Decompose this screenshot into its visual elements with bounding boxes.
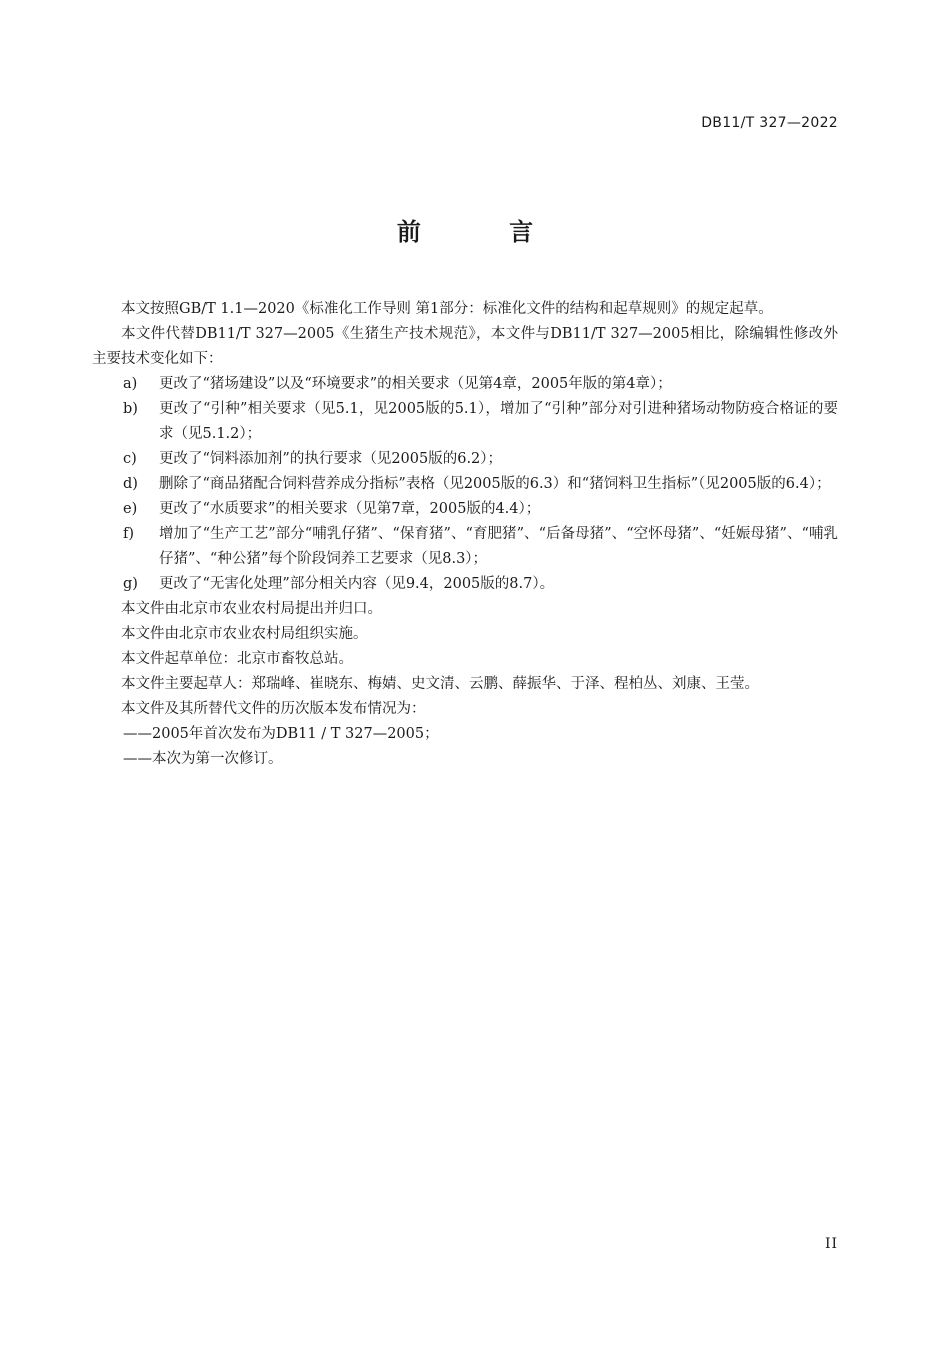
list-item-text: 更改了“无害化处理”部分相关内容（见9.4，2005版的8.7）。 [159,576,555,592]
history-item: ——2005年首次发布为DB11 / T 327—2005； [123,726,439,742]
list-marker: d) [123,476,138,492]
list-marker: e) [123,501,138,517]
list-item [92,397,838,447]
list-item-text: 更改了“水质要求”的相关要求（见第7章，2005版的4.4）； [159,501,541,517]
statement-paragraph: 本文件主要起草人：郑瑞峰、崔晓东、梅婧、史文清、云鹏、薛振华、于泽、程柏丛、刘康、王莹。 [121,676,759,692]
history-item: ——本次为第一次修订。 [123,751,283,767]
list-item-text: 增加了“生产工艺”部分“哺乳仔猪”、“保育猪”、“育肥猪”、“后备母猪”、“空怀母猪”、“妊娠母猪”、“哺乳仔猪”、“种公猪”每个阶段饲养工艺要求（见8.3）； [159,526,838,567]
statement-paragraph: 本文件起草单位：北京市畜牧总站。 [121,651,353,667]
list-marker: g) [123,576,138,592]
list-item [92,472,838,497]
statement-paragraph: 本文件及其所替代文件的历次版本发布情况为： [121,701,426,717]
statement-paragraph: 本文件由北京市农业农村局组织实施。 [121,626,368,642]
list-item-text: 更改了“猪场建设”以及“环境要求”的相关要求（见第4章，2005年版的第4章）； [159,376,672,392]
changes-list [92,372,838,597]
list-item-text: 删除了“商品猪配合饲料营养成分指标”表格（见2005版的6.3）和“猪饲料卫生指标”（见2005版的6.4）； [159,476,831,492]
list-marker: f) [123,526,135,542]
intro-paragraph: 本文按照GB/T 1.1—2020《标准化工作导则 第1部分：标准化文件的结构和起草规则》的规定起草。 [121,301,773,317]
list-marker: a) [123,376,138,392]
intro-paragraph: 本文件代替DB11/T 327—2005《生猪生产技术规范》，本文件与DB11/T 327—2005相比，除编辑性修改外主要技术变化如下： [92,326,838,367]
page-title: 前 言 [396,218,574,246]
document-code: DB11/T 327—2022 [701,115,838,131]
list-item [92,497,838,522]
list-marker: b) [123,401,138,417]
page-number: II [824,1236,838,1252]
list-item [92,372,838,397]
list-marker: c) [123,451,137,467]
list-item [92,447,838,472]
list-item [92,572,838,597]
statement-paragraph: 本文件由北京市农业农村局提出并归口。 [121,601,382,617]
list-item-text: 更改了“引种”相关要求（见5.1，见2005版的5.1），增加了“引种”部分对引进种猪场动物防疫合格证的要求（见5.1.2）； [159,401,838,442]
document-body [92,297,838,772]
list-item-text: 更改了“饲料添加剂”的执行要求（见2005版的6.2）； [159,451,503,467]
list-item [92,522,838,572]
